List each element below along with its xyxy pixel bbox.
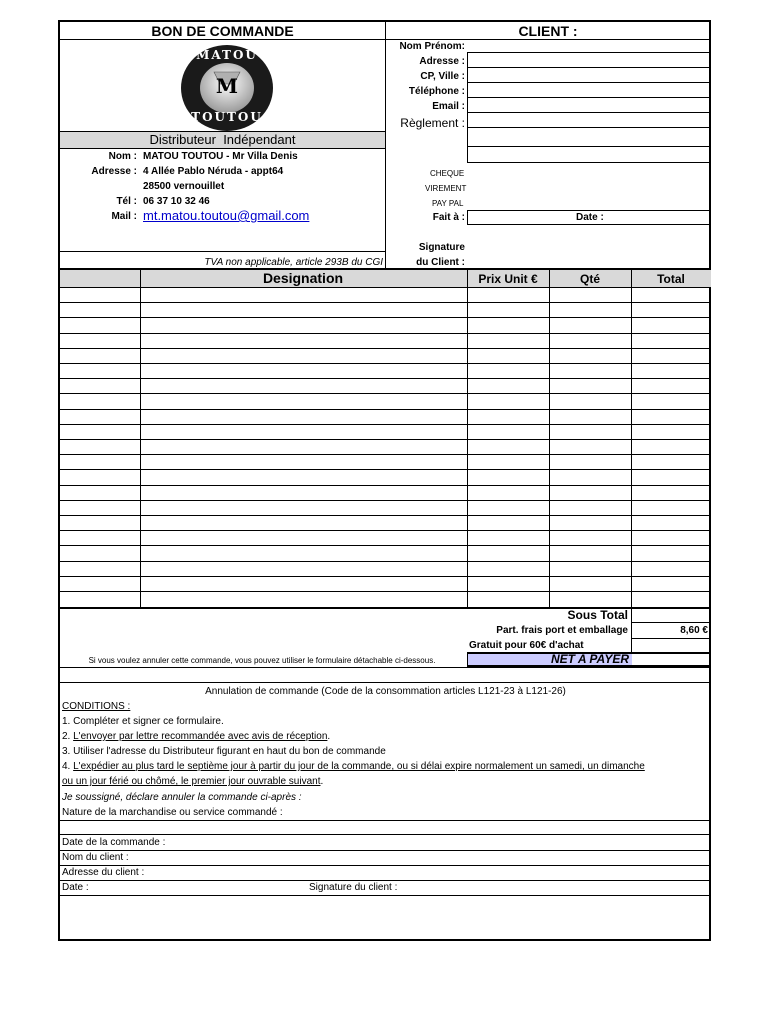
distributor-address-line1: 4 Allée Pablo Néruda - appt64: [143, 166, 284, 177]
label-nom-prenom: Nom Prénom:: [399, 41, 465, 52]
divider: [60, 834, 711, 835]
condition-4-line2: ou un jour férié ou chômé, le premier jour ouvrable suivant: [62, 776, 321, 787]
table-row[interactable]: [60, 545, 711, 560]
input-reglement[interactable]: [467, 127, 711, 163]
distributor-address-line2: 28500 vernouillet: [143, 181, 225, 192]
divider: [60, 865, 711, 866]
logo-letter: M: [215, 74, 239, 98]
table-row[interactable]: [60, 561, 711, 576]
signature-input[interactable]: [60, 896, 711, 941]
table-row[interactable]: [60, 363, 711, 378]
frais-port-label: Part. frais port et emballage: [496, 625, 628, 636]
tva-note: TVA non applicable, article 293B du CGI: [204, 257, 383, 268]
title-client: CLIENT :: [518, 23, 578, 39]
date-commande-label: Date de la commande :: [62, 837, 166, 848]
label-cp-ville: CP, Ville :: [420, 71, 465, 82]
col-total: Total: [657, 272, 685, 286]
input-email[interactable]: [467, 112, 711, 128]
condition-4: [62, 761, 645, 772]
signature-client-label: Signature du client :: [309, 882, 398, 893]
label-tel: Tél :: [116, 196, 137, 207]
label-nom: Nom :: [108, 151, 137, 162]
adresse-client-label: Adresse du client :: [62, 867, 145, 878]
distributor-phone: 06 37 10 32 46: [143, 196, 210, 207]
table-row[interactable]: [60, 515, 711, 530]
distributor-name: MATOU TOUTOU - Mr Villa Denis: [143, 151, 298, 162]
divider: [60, 667, 711, 668]
table-row[interactable]: [60, 317, 711, 332]
condition-2: [62, 731, 330, 742]
label-reglement: Règlement :: [400, 116, 465, 130]
net-a-payer-label: NET A PAYER: [550, 652, 629, 666]
input-nom-prenom[interactable]: [467, 52, 711, 68]
table-row[interactable]: [60, 485, 711, 500]
table-row[interactable]: [60, 469, 711, 484]
label-telephone: Téléphone :: [408, 86, 465, 97]
condition-2-end: .: [327, 731, 331, 742]
condition-4-end: .: [320, 776, 324, 787]
condition-1: 1. Compléter et signer ce formulaire.: [62, 716, 224, 727]
input-telephone[interactable]: [467, 97, 711, 113]
label-email: Email :: [432, 101, 465, 112]
option-virement[interactable]: VIREMENT: [425, 184, 467, 193]
table-row[interactable]: [60, 500, 711, 515]
distributor-email-link[interactable]: mt.matou.toutou@gmail.com: [143, 208, 310, 223]
order-form: [58, 20, 711, 941]
condition-4-line1: L'expédier au plus tard le septième jour à partir du jour de la commande, ou si délai expire normalement un samedi, un dimanche: [73, 761, 645, 772]
label-signature-2: du Client :: [416, 257, 465, 268]
table-row[interactable]: [60, 378, 711, 393]
date-label: Date :: [62, 882, 89, 893]
option-cheque[interactable]: CHEQUE: [430, 169, 465, 178]
label-signature-1: Signature: [418, 242, 465, 253]
title-bon-de-commande: BON DE COMMANDE: [151, 23, 294, 39]
declaration: Je soussigné, déclare annuler la commande ci-après :: [62, 792, 302, 803]
annulation-note: Si vous voulez annuler cette commande, vous pouvez utiliser le formulaire détachable ci-dessous.: [88, 656, 436, 665]
label-date: Date :: [576, 212, 604, 223]
nom-client-label: Nom du client :: [62, 852, 129, 863]
input-cp-ville[interactable]: [467, 82, 711, 98]
col-qte: Qté: [579, 272, 600, 286]
divider: [60, 251, 385, 252]
divider: [631, 622, 711, 623]
label-adresse: Adresse :: [91, 166, 137, 177]
nature-input[interactable]: [60, 821, 711, 834]
table-row[interactable]: [60, 333, 711, 348]
logo-bottom-text: TOUTOU: [191, 110, 263, 124]
table-row[interactable]: [60, 439, 711, 454]
label-fait-a: Fait à :: [432, 212, 465, 223]
table-row[interactable]: [60, 591, 711, 606]
label-mail: Mail :: [111, 211, 137, 222]
cancellation-title: Annulation de commande (Code de la consommation articles L121-23 à L121-26): [205, 686, 566, 697]
condition-4-number: 4.: [62, 761, 74, 772]
table-row[interactable]: [60, 287, 711, 302]
table-row[interactable]: [60, 576, 711, 591]
table-row[interactable]: [60, 393, 711, 408]
matou-toutou-logo: [180, 44, 274, 132]
net-a-payer-cell: [468, 654, 632, 665]
nature-label: Nature de la marchandise ou service commandé :: [62, 807, 283, 818]
logo-top-text: MATOU: [196, 48, 258, 62]
label-client-adresse: Adresse :: [419, 56, 465, 67]
divider: [631, 638, 711, 639]
table-row[interactable]: [60, 424, 711, 439]
condition-2-text: L'envoyer par lettre recommandée avec avis de réception: [73, 731, 328, 742]
frais-port-value: 8,60 €: [680, 625, 708, 636]
table-row[interactable]: [60, 409, 711, 424]
divider: [60, 880, 711, 881]
condition-2-number: 2.: [62, 731, 74, 742]
net-a-payer-row: [467, 652, 711, 667]
signature-area[interactable]: [467, 232, 711, 268]
gratuit-label: Gratuit pour 60€ d'achat: [469, 640, 584, 651]
divider: [467, 146, 711, 147]
table-row[interactable]: [60, 348, 711, 363]
condition-3: 3. Utiliser l'adresse du Distributeur figurant en haut du bon de commande: [62, 746, 386, 757]
condition-4-cont: [62, 776, 323, 787]
divider: [60, 682, 711, 683]
table-row[interactable]: [60, 302, 711, 317]
conditions-heading: CONDITIONS :: [62, 701, 131, 712]
col-prix-unit: Prix Unit €: [478, 272, 538, 286]
distributor-banner: [60, 131, 385, 149]
option-paypal[interactable]: PAY PAL: [432, 199, 464, 208]
table-row[interactable]: [60, 530, 711, 545]
distributor-banner-text: Distributeur Indépendant: [149, 132, 296, 147]
table-row[interactable]: [60, 454, 711, 469]
input-adresse[interactable]: [467, 67, 711, 83]
sous-total-label: Sous Total: [567, 608, 628, 622]
divider: [60, 850, 711, 851]
col-designation: Designation: [262, 270, 344, 286]
